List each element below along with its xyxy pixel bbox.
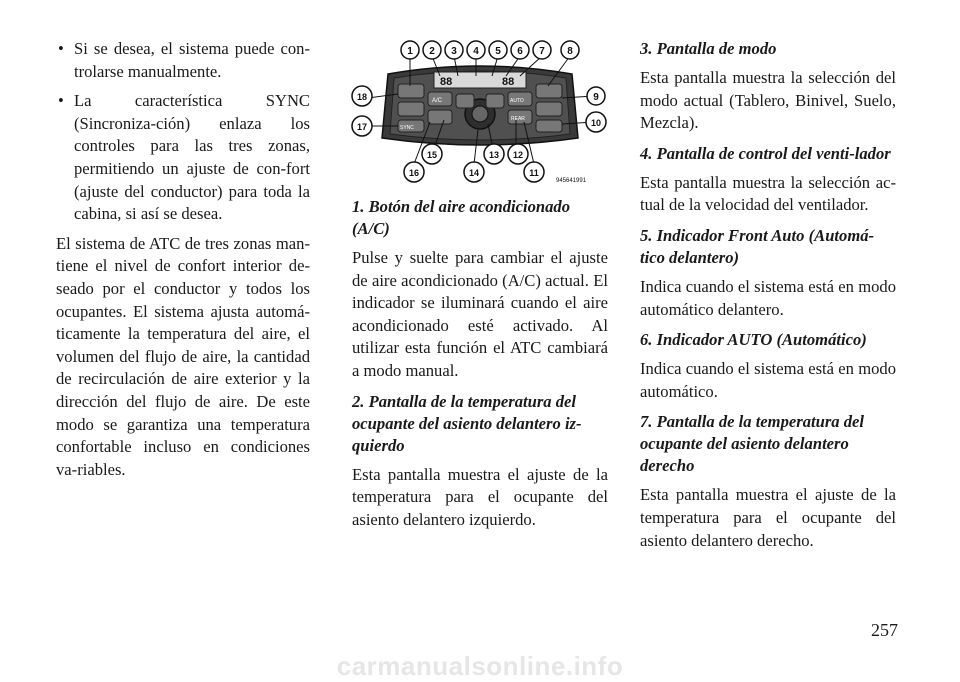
section-heading: 7. Pantalla de la temperatura del ocupante del asiento delantero derecho bbox=[640, 412, 865, 476]
bullet-dot-icon: • bbox=[58, 39, 64, 58]
auto-label: AUTO bbox=[510, 98, 524, 104]
callout-3: 3 bbox=[451, 46, 457, 57]
climate-control-figure bbox=[348, 36, 612, 186]
callout-16: 16 bbox=[408, 168, 420, 178]
callout-5: 5 bbox=[495, 46, 501, 57]
display-right-text: 88 bbox=[502, 76, 515, 88]
section-text: Pulse y suelte para cambiar el ajuste de aire acondicionado (A/C) actual. El indicador se iluminará cuando el aire acondicionado esté activado. Al utilizar esta función el ATC cambiará a modo manual. bbox=[352, 248, 608, 380]
callout-1: 1 bbox=[407, 46, 413, 57]
callout-14: 14 bbox=[468, 168, 480, 178]
callout-17: 17 bbox=[356, 122, 368, 132]
section-text: Esta pantalla muestra la selección del modo actual (Tablero, Binivel, Suelo, Mezcla). bbox=[640, 68, 896, 133]
callout-6: 6 bbox=[517, 46, 523, 57]
sync-label: SYNC bbox=[400, 125, 414, 131]
bullet-item: • Si se desea, el sistema puede con-trolarse manualmente. bbox=[58, 39, 310, 81]
section-heading: 2. Pantalla de la temperatura del ocupante del asiento delantero iz-quierdo bbox=[352, 391, 582, 455]
section-text: Esta pantalla muestra la selección ac-tual de la velocidad del ventilador. bbox=[640, 172, 896, 215]
figure-code: 945641991 bbox=[556, 178, 587, 184]
section-heading: 3. Pantalla de modo bbox=[640, 39, 777, 58]
right-column bbox=[640, 38, 896, 560]
bullet-item: • La característica SYNC (Sincroniza-ción) enlaza los controles para las tres zonas, permitiendo un ajuste de con-fort (ajuste del conductor) para toda la cabina, si así se desea. bbox=[58, 91, 310, 224]
callout-13: 13 bbox=[488, 150, 500, 160]
section-text: Esta pantalla muestra el ajuste de la temperatura para el ocupante del asiento delantero derecho. bbox=[640, 485, 896, 550]
callout-12: 12 bbox=[512, 150, 524, 160]
callout-15: 15 bbox=[426, 150, 438, 160]
section-heading: 6. Indicador AUTO (Automático) bbox=[640, 330, 867, 350]
callout-2: 2 bbox=[429, 46, 435, 57]
watermark: carmanualsonline.info bbox=[336, 651, 624, 681]
body-paragraph: El sistema de ATC de tres zonas man-tiene el nivel de confort interior de-seado por el conductor y todos los ocupantes. El sistema ajusta automá-ticamente la temperatura del aire, el volumen del flujo de aire, la cantidad de recirculación de aire exterior y la dirección del flujo de aire. De este modo se garantiza una temperatura confortable incluso en condiciones va-riables. bbox=[56, 233, 310, 479]
callout-9: 9 bbox=[593, 92, 599, 103]
callout-10: 10 bbox=[590, 118, 602, 128]
bullet-dot-icon: • bbox=[58, 91, 64, 111]
bullet-list bbox=[56, 38, 310, 226]
callout-11: 11 bbox=[529, 168, 539, 178]
climate-panel-illustration bbox=[348, 36, 612, 186]
callout-8: 8 bbox=[567, 46, 573, 57]
callout-4: 4 bbox=[473, 46, 479, 57]
section-text: Esta pantalla muestra el ajuste de la temperatura para el ocupante del asiento delantero izquierdo. bbox=[352, 464, 608, 529]
page-number: 257 bbox=[871, 620, 898, 640]
middle-column bbox=[352, 196, 608, 539]
section-heading: 5. Indicador Front Auto (Automá-tico delantero) bbox=[640, 225, 875, 267]
section-text: Indica cuando el sistema está en modo automático delantero. bbox=[640, 276, 896, 319]
section-text: Indica cuando el sistema está en modo automático. bbox=[640, 359, 896, 401]
callout-7: 7 bbox=[539, 46, 545, 57]
callout-18: 18 bbox=[356, 92, 368, 102]
section-heading: 1. Botón del aire acondicionado (A/C) bbox=[352, 197, 571, 238]
section-heading: 4. Pantalla de control del venti-lador bbox=[640, 143, 891, 163]
left-column bbox=[56, 38, 310, 489]
display-left-text: 88 bbox=[440, 76, 453, 88]
rear-label: REAR bbox=[511, 116, 525, 122]
ac-label: A/C bbox=[432, 98, 443, 104]
